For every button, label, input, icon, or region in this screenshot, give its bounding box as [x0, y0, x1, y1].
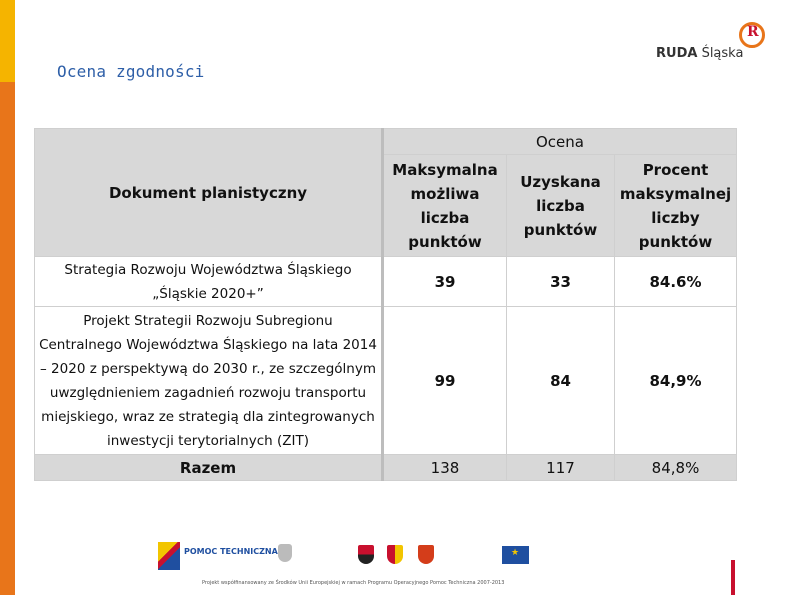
- logo-brand-regular: Śląska: [701, 46, 744, 61]
- header-document: Dokument planistyczny: [35, 129, 383, 257]
- header-line: liczba: [420, 208, 470, 227]
- obtained-points: 33: [507, 257, 615, 307]
- header-line: maksymalnej: [619, 184, 732, 203]
- percent: 84,9%: [615, 307, 737, 455]
- ruda-slaska-logo: [655, 22, 765, 64]
- side-accent-yellow: [0, 0, 15, 82]
- header-max-points: [383, 155, 507, 257]
- total-max-points: 138: [383, 455, 507, 481]
- side-accent-bar: [0, 0, 15, 595]
- max-points: 39: [383, 257, 507, 307]
- document-name: [35, 257, 383, 307]
- crest-icon: [418, 545, 434, 564]
- document-line: Projekt Strategii Rozwoju Subregionu: [83, 312, 333, 329]
- percent: 84.6%: [615, 257, 737, 307]
- header-line: Maksymalna: [392, 160, 498, 179]
- ruda-slaska-logo-icon: [739, 22, 765, 48]
- page-title: Ocena zgodności: [57, 62, 205, 81]
- logo-mark: R: [747, 24, 759, 40]
- document-line: uwzględnieniem zagadnień rozwoju transportu: [49, 384, 367, 401]
- header-line: punktów: [408, 232, 482, 251]
- assessment-table: [34, 128, 737, 481]
- document-line: miejskiego, wraz ze strategią dla zintegrowanych: [41, 408, 375, 425]
- table-row: [35, 307, 737, 455]
- crest-icon: [358, 545, 374, 564]
- header-line: liczba: [536, 196, 585, 215]
- cofinancing-note: Projekt współfinansowany ze Środków Unii Europejskiej w ramach Programu Operacyjnego Pomoc Techniczna 2007-2013: [202, 580, 505, 586]
- document-line: inwestycji terytorialnych (ZIT): [106, 432, 310, 449]
- header-obtained-points: [507, 155, 615, 257]
- side-accent-orange: [0, 82, 15, 595]
- max-points: 99: [383, 307, 507, 455]
- total-percent: 84,8%: [615, 455, 737, 481]
- footer-logos: [0, 540, 794, 595]
- total-obtained-points: 117: [507, 455, 615, 481]
- header-line: punktów: [638, 232, 713, 251]
- document-line: – 2020 z perspektywą do 2030 r., ze szczególnym: [40, 360, 376, 377]
- document-line: Strategia Rozwoju Województwa Śląskiego: [64, 261, 352, 278]
- header-line: możliwa: [410, 184, 480, 203]
- eu-flag-icon: [502, 546, 529, 564]
- logo-brand-bold: RUDA: [656, 46, 698, 61]
- header-line: punktów: [523, 220, 598, 239]
- header-line: Procent: [642, 160, 709, 179]
- table-row: [35, 257, 737, 307]
- document-line: „Śląskie 2020+”: [152, 285, 264, 302]
- header-percent: [615, 155, 737, 257]
- header-line: liczby: [651, 208, 700, 227]
- total-label: Razem: [35, 455, 383, 481]
- red-accent-mark: [731, 560, 735, 595]
- header-ocena: Ocena: [383, 129, 737, 155]
- pomoc-techniczna-flag-icon: [158, 542, 180, 570]
- polish-eagle-icon: [278, 544, 292, 562]
- header-line: Uzyskana: [520, 172, 601, 191]
- document-line: Centralnego Województwa Śląskiego na lata 2014: [39, 336, 377, 353]
- crest-icon: [387, 545, 403, 564]
- obtained-points: 84: [507, 307, 615, 455]
- document-name: [35, 307, 383, 455]
- pomoc-techniczna-label: POMOC TECHNICZNA: [184, 547, 278, 556]
- total-row: [35, 455, 737, 481]
- logo-text: [656, 46, 743, 61]
